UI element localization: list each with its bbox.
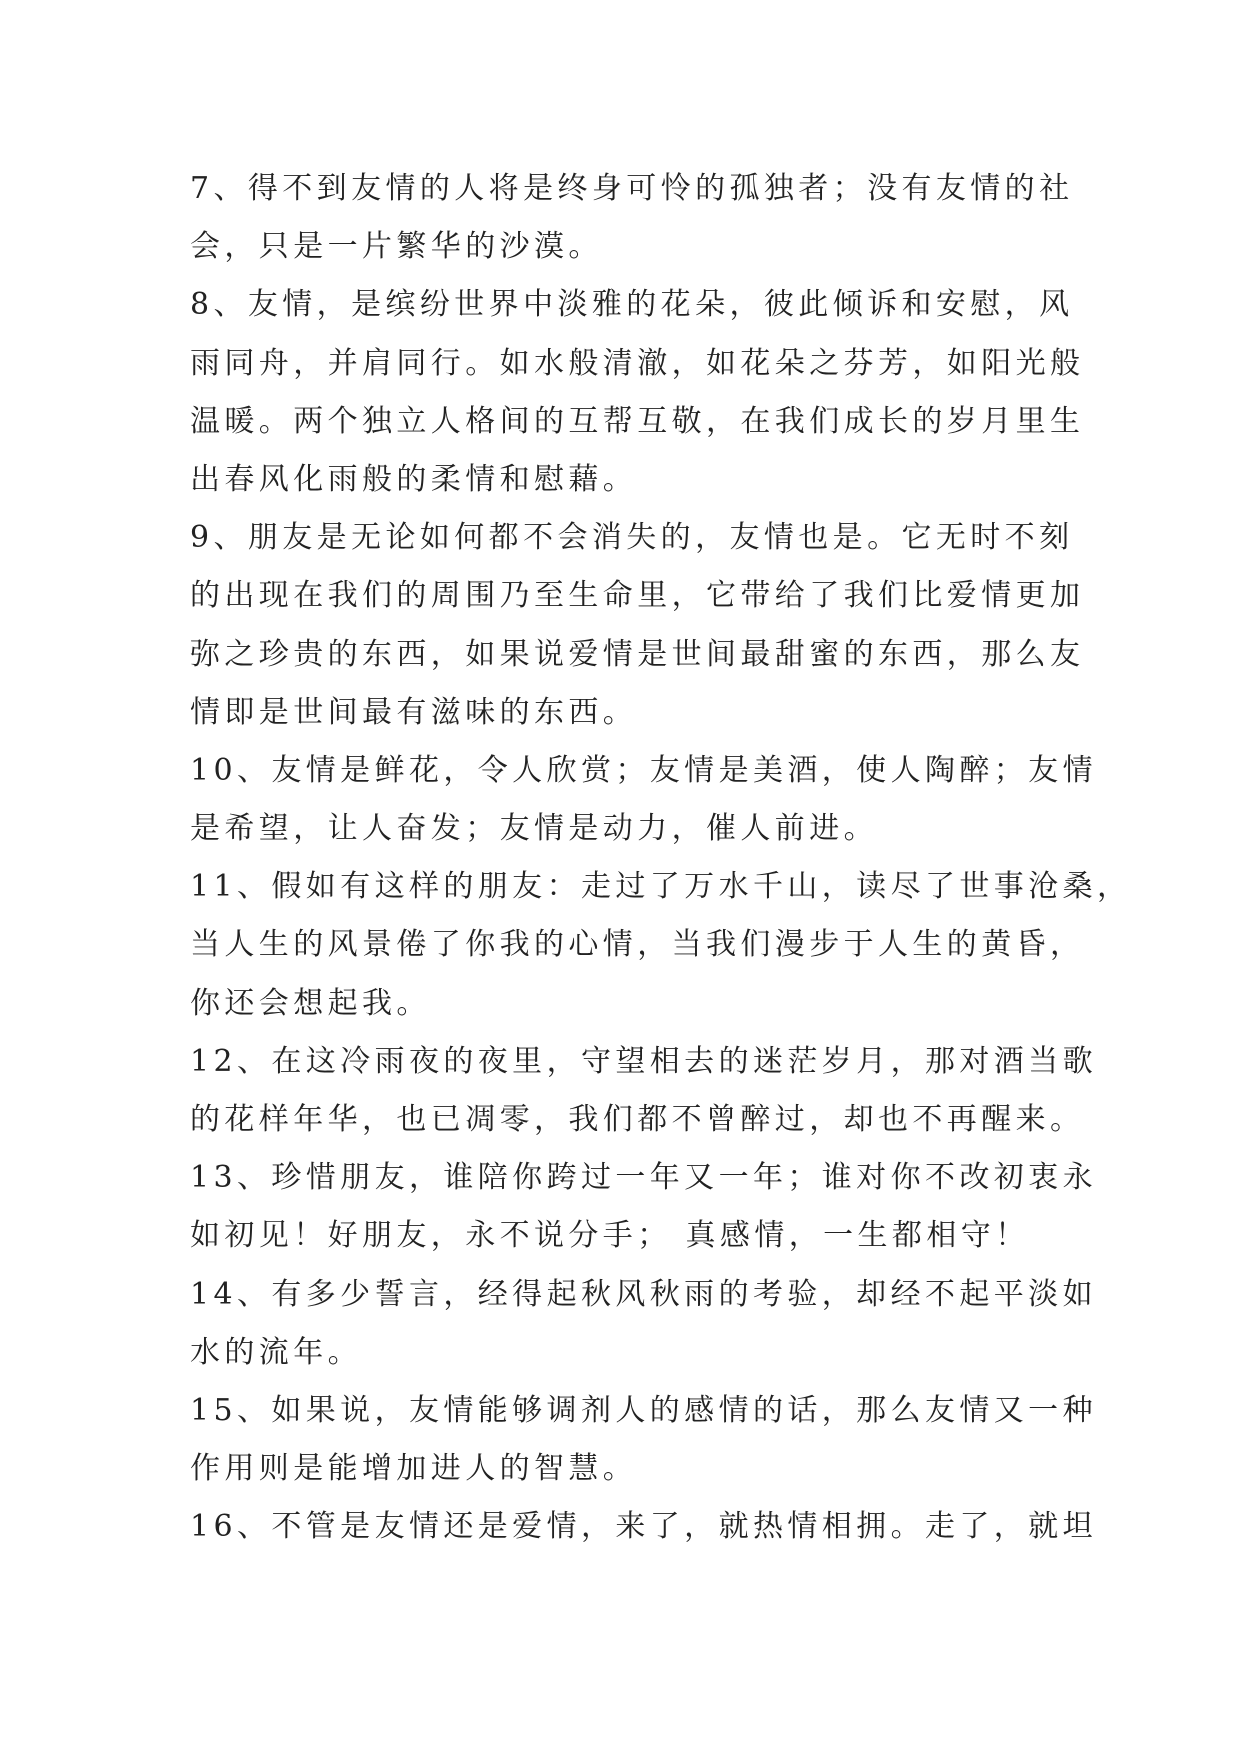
text-line: 水的流年。 — [190, 1334, 362, 1370]
text-line: 是希望，让人奋发；友情是动力，催人前进。 — [190, 811, 878, 847]
text-line: 10、友情是鲜花，令人欣赏；友情是美酒，使人陶醉；友情 — [190, 752, 1097, 788]
text-line: 的出现在我们的周围乃至生命里，它带给了我们比爱情更加 — [190, 578, 1085, 614]
text-line: 弥之珍贵的东西，如果说爱情是世间最甜蜜的东西，那么友 — [190, 636, 1085, 672]
text-line: 会，只是一片繁华的沙漠。 — [190, 229, 603, 265]
text-line: 16、不管是友情还是爱情，来了，就热情相拥。走了，就坦 — [190, 1509, 1097, 1545]
text-line: 9、朋友是无论如何都不会消失的，友情也是。它无时不刻 — [190, 520, 1074, 556]
text-line: 14、有多少誓言，经得起秋风秋雨的考验，却经不起平淡如 — [190, 1276, 1097, 1312]
text-line: 如初见！好朋友，永不说分手； 真感情，一生都相守！ — [190, 1218, 1030, 1254]
text-line: 温暖。两个独立人格间的互帮互敬，在我们成长的岁月里生 — [190, 403, 1085, 439]
text-line: 的花样年华，也已凋零，我们都不曾醉过，却也不再醒来。 — [190, 1102, 1085, 1137]
text-line: 作用则是能增加进人的智慧。 — [190, 1451, 638, 1487]
text-line: 15、如果说，友情能够调剂人的感情的话，那么友情又一种 — [190, 1392, 1097, 1428]
text-line: 情即是世间最有滋味的东西。 — [190, 694, 638, 730]
text-line: 当人生的风景倦了你我的心情，当我们漫步于人生的黄昏， — [190, 927, 1085, 963]
text-line: 12、在这冷雨夜的夜里，守望相去的迷茫岁月，那对酒当歌 — [190, 1043, 1097, 1079]
text-line: 11、假如有这样的朋友：走过了万水千山，读尽了世事沧桑， — [190, 869, 1132, 905]
text-line: 出春风化雨般的柔情和慰藉。 — [190, 461, 638, 497]
text-line: 7、得不到友情的人将是终身可怜的孤独者；没有友情的社 — [190, 171, 1074, 206]
text-line: 13、珍惜朋友，谁陪你跨过一年又一年；谁对你不改初衷永 — [190, 1160, 1097, 1196]
text-line: 8、友情，是缤纷世界中淡雅的花朵，彼此倾诉和安慰，风 — [190, 287, 1074, 323]
text-line: 雨同舟，并肩同行。如水般清澈，如花朵之芬芳，如阳光般 — [190, 345, 1085, 381]
text-line: 你还会想起我。 — [190, 985, 431, 1021]
document-body — [190, 160, 1132, 1557]
